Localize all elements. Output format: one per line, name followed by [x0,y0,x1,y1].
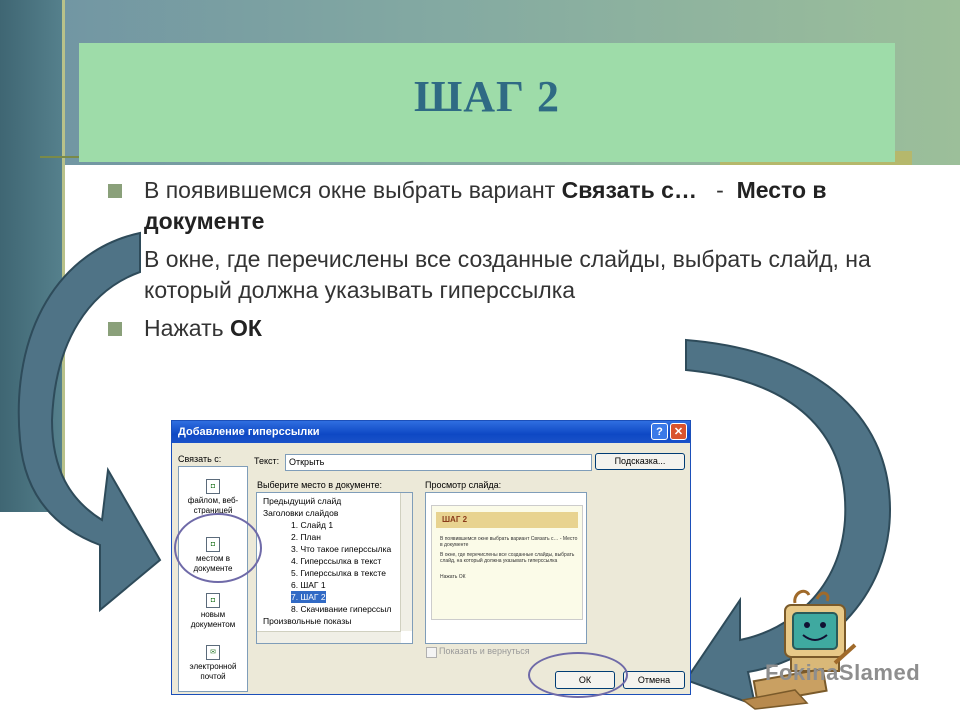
tree-item[interactable]: 5. Гиперссылка в тексте [291,568,386,578]
bullet-text: Нажать [144,315,230,341]
link-with-label: Связать с: [178,454,222,464]
place-in-document-icon: ◘ [206,537,220,552]
link-file-option[interactable] [179,479,247,516]
tree-item[interactable]: 1. Слайд 1 [291,520,334,530]
bullet-bold-text: Связать с… [561,177,697,203]
bullet-item [108,175,888,237]
bullet-list [108,175,888,351]
highlight-circle-ok [528,652,628,698]
bullet-text: В появившемся окне выбрать вариант [144,177,562,203]
tree-item[interactable]: Произвольные показы [263,616,352,626]
file-icon: ◘ [206,479,220,494]
computer-character-icon [735,585,865,710]
tree-label: Выберите место в документе: [257,480,382,490]
dialog-title-bar [172,421,690,443]
slide-preview-thumbnail [431,505,583,620]
tree-item[interactable]: Предыдущий слайд [263,496,342,506]
show-and-return-label: Показать и вернуться [439,646,530,656]
email-icon: ✉ [206,645,220,660]
link-email-option[interactable] [179,645,247,682]
preview-title-bar [436,512,578,528]
tree-item[interactable]: 4. Гиперссылка в текст [291,556,382,566]
dialog-title: Добавление гиперссылки [178,426,320,438]
tree-item-selected[interactable]: 7. ШАГ 2 [291,592,326,602]
highlight-circle-place [174,513,262,583]
tree-item[interactable]: 6. ШАГ 1 [291,580,326,590]
bullet-bold-text: ОК [229,315,262,341]
bullet-text: - [696,177,737,203]
show-and-return-checkbox[interactable] [426,647,437,658]
bullet-item [108,313,888,344]
preview-line: В появившемся окне выбрать вариант Связать с… - Место в документе [440,536,578,548]
preview-label: Просмотр слайда: [425,480,502,490]
slide-preview [425,492,587,644]
bullet-text: В окне, где перечислены все созданные слайды, выбрать слайд, на который должна указывать гиперссылка [144,246,871,303]
bullet-square-icon [108,322,122,336]
bullet-bold-text: Место в документе [144,177,827,234]
bullet-item [108,244,888,306]
help-button[interactable]: ? [651,423,668,440]
cancel-button[interactable]: Отмена [623,671,685,689]
tree-item[interactable]: 8. Скачивание гиперссыл [291,604,392,614]
preview-line: В окне, где перечислены все созданные слайды, выбрать слайд, на который должна указывать гиперссылка [440,552,575,564]
link-new-doc-label: новым документом [190,610,236,629]
ok-button[interactable]: ОК [555,671,615,689]
link-new-doc-option[interactable] [179,593,247,630]
tree-vertical-scrollbar[interactable] [400,493,412,631]
document-place-tree[interactable] [256,492,413,644]
slide-title: ШАГ 2 [413,72,561,121]
link-email-label: электронной почтой [189,662,237,681]
tree-item[interactable]: Заголовки слайдов [263,508,339,518]
hint-button[interactable]: Подсказка... [595,453,685,470]
bullet-square-icon [108,184,122,198]
close-button[interactable]: ✕ [670,423,687,440]
preview-line: Нажать ОК [440,574,466,580]
tree-item[interactable]: 3. Что такое гиперссылка [291,544,392,554]
watermark-logo: FokinaSlamed [765,660,921,685]
text-label: Текст: [254,456,280,466]
link-file-label: файлом, веб-страницей [187,496,239,515]
text-input[interactable]: Открыть [285,454,592,471]
link-place-label: местом в документе [193,554,233,573]
tree-horizontal-scrollbar[interactable] [257,631,401,643]
new-document-icon: ◘ [206,593,220,608]
preview-title: ШАГ 2 [442,515,468,524]
tree-item[interactable]: 2. План [291,532,321,542]
